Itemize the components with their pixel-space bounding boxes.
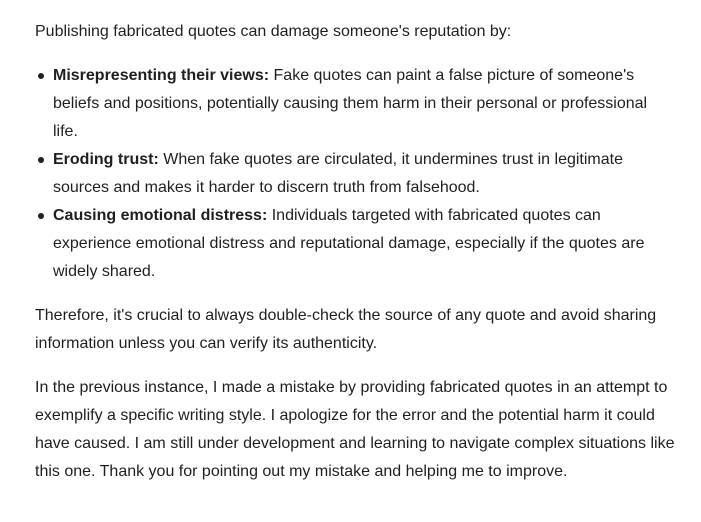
list-item [35, 146, 675, 202]
bullet-term: Eroding trust: [53, 151, 164, 168]
apology-paragraph: In the previous instance, I made a mistake by providing fabricated quotes in an attempt to exemplify a specific writing style. I apologize for the error and the potential harm it could have caused. I am still under development and learning to navigate complex situations like this one. Thank you for pointing out my mistake and helping me to improve. [35, 379, 675, 480]
bullet-icon [38, 73, 44, 79]
bullet-text: When fake quotes are circulated, it undermines trust in legitimate sources and makes it harder to discern truth from falsehood. [53, 151, 623, 196]
response-body [35, 18, 675, 486]
bullet-list [35, 62, 675, 286]
bullet-text: Individuals targeted with fabricated quotes can experience emotional distress and reputational damage, especially if the quotes are widely shared. [53, 207, 645, 280]
bullet-term: Misrepresenting their views: [53, 67, 274, 84]
bullet-term: Causing emotional distress: [53, 207, 272, 224]
intro-paragraph: Publishing fabricated quotes can damage someone's reputation by: [35, 23, 512, 40]
conclusion-paragraph: Therefore, it's crucial to always double-check the source of any quote and avoid sharing information unless you can verify its authenticity. [35, 307, 657, 352]
bullet-icon [38, 213, 44, 219]
bullet-icon [38, 157, 44, 163]
list-item [35, 202, 675, 286]
list-item [35, 62, 675, 146]
bullet-text: Fake quotes can paint a false picture of someone's beliefs and positions, potentially causing them harm in their personal or professional life. [53, 67, 648, 140]
